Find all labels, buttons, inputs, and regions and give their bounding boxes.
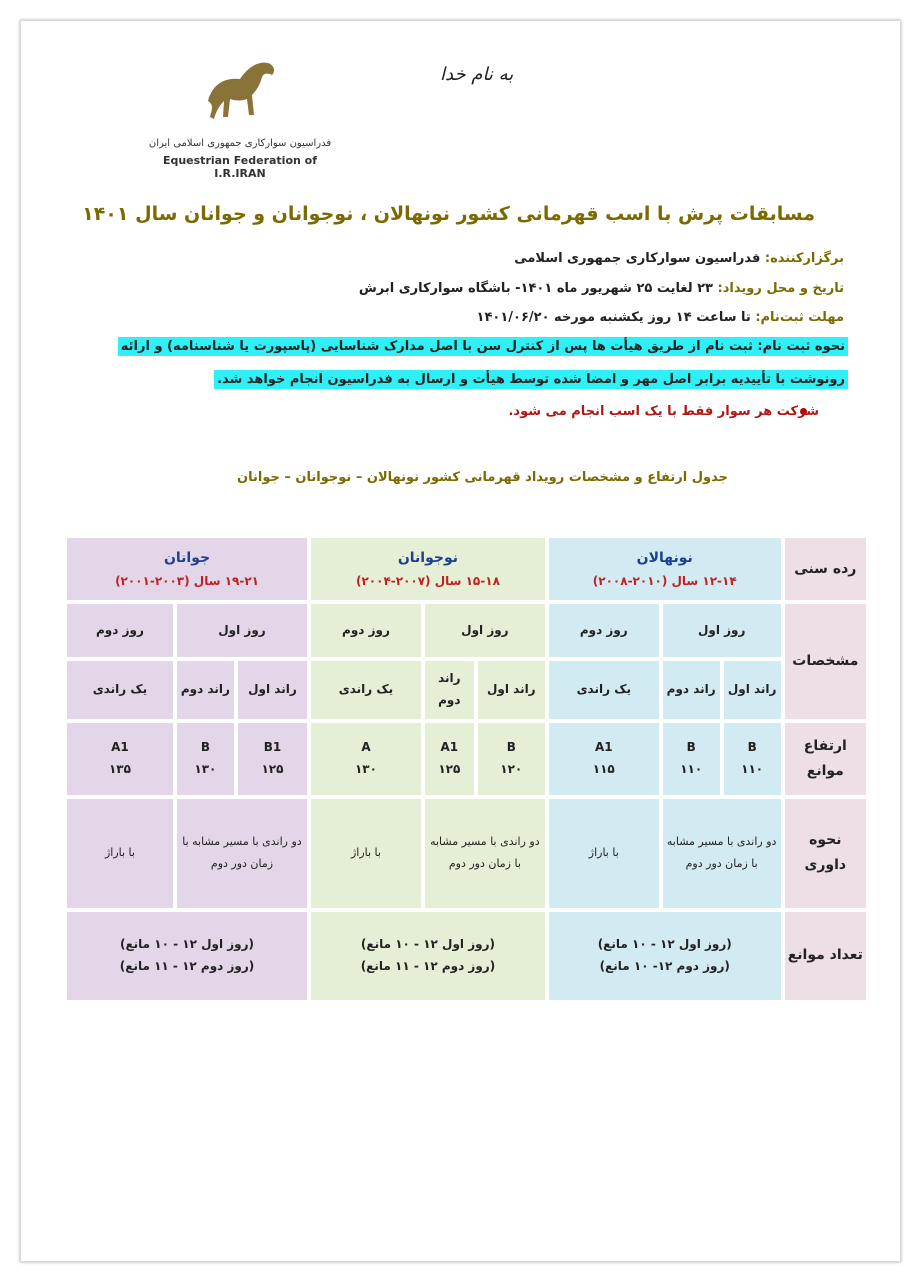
height-cell: A1 ۱۳۵ xyxy=(67,723,173,795)
table-row xyxy=(67,661,866,719)
round1-cell: راند اول xyxy=(478,661,545,719)
round1-cell: راند اول xyxy=(238,661,307,719)
round2-cell: راند دوم xyxy=(177,661,234,719)
height-cell: B ۱۱۰ xyxy=(724,723,781,795)
table-row xyxy=(67,538,866,600)
day1-cell: روز اول xyxy=(425,604,545,656)
obstacles-cell: (روز اول ۱۲ - ۱۰ مانع) (روز دوم ۱۲ - ۱۱ مانع) xyxy=(311,912,545,1000)
table-title: جدول ارتفاع و مشخصات رویداد قهرمانی کشور نونهالان – نوجوانان – جوانان xyxy=(237,470,728,485)
table-row xyxy=(67,912,866,1000)
group-header-youngest: نونهالان ۱۲-۱۴ سال (۲۰۱۰-۲۰۰۸) xyxy=(549,538,781,600)
schedule-table xyxy=(63,534,870,1004)
round1-cell: راند اول xyxy=(724,661,781,719)
height-cell: A1 ۱۱۵ xyxy=(549,723,659,795)
row-label-specs: مشخصات xyxy=(785,604,866,718)
table-row xyxy=(67,604,866,656)
day1-cell: روز اول xyxy=(663,604,781,656)
height-cell: B ۱۳۰ xyxy=(177,723,234,795)
row-label-obstacles: تعداد موانع xyxy=(785,912,866,1000)
height-cell: B ۱۲۰ xyxy=(478,723,545,795)
group-header-youth: جوانان ۱۹-۲۱ سال (۲۰۰۳-۲۰۰۱) xyxy=(67,538,307,600)
day2-cell: روز دوم xyxy=(67,604,173,656)
obstacles-cell: (روز اول ۱۲ - ۱۰ مانع) (روز دوم ۱۲ - ۱۱ مانع) xyxy=(67,912,307,1000)
judging-cell: با باراژ xyxy=(311,799,421,907)
row-label-heights: ارتفاع موانع xyxy=(785,723,866,795)
group-header-juniors: نوجوانان ۱۵-۱۸ سال (۲۰۰۷-۲۰۰۴) xyxy=(311,538,545,600)
logo-english-text: Equestrian Federation of I.R.IRAN xyxy=(162,154,318,180)
document-title: مسابقات پرش با اسب قهرمانی کشور نونهالان ، نوجوانان و جوانان سال ۱۴۰۱ xyxy=(82,203,815,225)
obstacles-cell: (روز اول ۱۲ - ۱۰ مانع) (روز دوم ۱۲- ۱۰ مانع) xyxy=(549,912,781,1000)
day2-cell: روز دوم xyxy=(549,604,659,656)
round2-cell: راند دوم xyxy=(663,661,720,719)
table-row xyxy=(67,723,866,795)
judging-cell: دو راندی با مسیر مشابه با زمان دور دوم xyxy=(177,799,307,907)
bismillah: به نام خدا xyxy=(440,64,514,85)
judging-cell: دو راندی با مسیر مشابه با زمان دور دوم xyxy=(663,799,781,907)
judging-cell: با باراژ xyxy=(549,799,659,907)
day1-cell: روز اول xyxy=(177,604,307,656)
horse-logo-icon xyxy=(202,55,278,131)
event-line: تاریخ و محل رویداد: ۲۳ لغایت ۲۵ شهریور ماه ۱۴۰۱- باشگاه سوارکاری ابرش xyxy=(358,281,844,296)
height-cell: A1 ۱۲۵ xyxy=(425,723,474,795)
table-row xyxy=(67,799,866,907)
row-label-age-group: رده سنی xyxy=(785,538,866,600)
single-round-cell: یک راندی xyxy=(311,661,421,719)
logo-persian-text: فدراسیون سوارکاری جمهوری اسلامی ایران xyxy=(148,138,332,149)
organizer-line: برگزارکننده: فدراسیون سوارکاری جمهوری اسلامی xyxy=(514,251,844,266)
height-cell: B1 ۱۲۵ xyxy=(238,723,307,795)
height-cell: A ۱۳۰ xyxy=(311,723,421,795)
day2-cell: روز دوم xyxy=(311,604,421,656)
note-line: شرکت هر سوار فقط با یک اسب انجام می شود. xyxy=(508,404,819,419)
round2-cell: راند دوم xyxy=(425,661,474,719)
registration-line-1: نحوه ثبت نام: ثبت نام از طریق هیأت ها پس از کنترل سن با اصل مدارک شناسایی (پاسپورت یا شناسنامه) و ارائه xyxy=(90,339,848,354)
row-label-judging: نحوه داوری xyxy=(785,799,866,907)
deadline-line: مهلت ثبت‌نام: تا ساعت ۱۴ روز یکشنبه مورخه ۱۴۰۱/۰۶/۲۰ xyxy=(476,310,844,325)
single-round-cell: یک راندی xyxy=(549,661,659,719)
judging-cell: دو راندی با مسیر مشابه با زمان دور دوم xyxy=(425,799,545,907)
single-round-cell: یک راندی xyxy=(67,661,173,719)
federation-logo xyxy=(140,55,340,180)
judging-cell: با باراژ xyxy=(67,799,173,907)
registration-line-2: رونوشت با تأییدیه برابر اصل مهر و امضا شده توسط هیأت و ارسال به فدراسیون انجام خواهد شد. xyxy=(90,372,848,387)
height-cell: B ۱۱۰ xyxy=(663,723,720,795)
